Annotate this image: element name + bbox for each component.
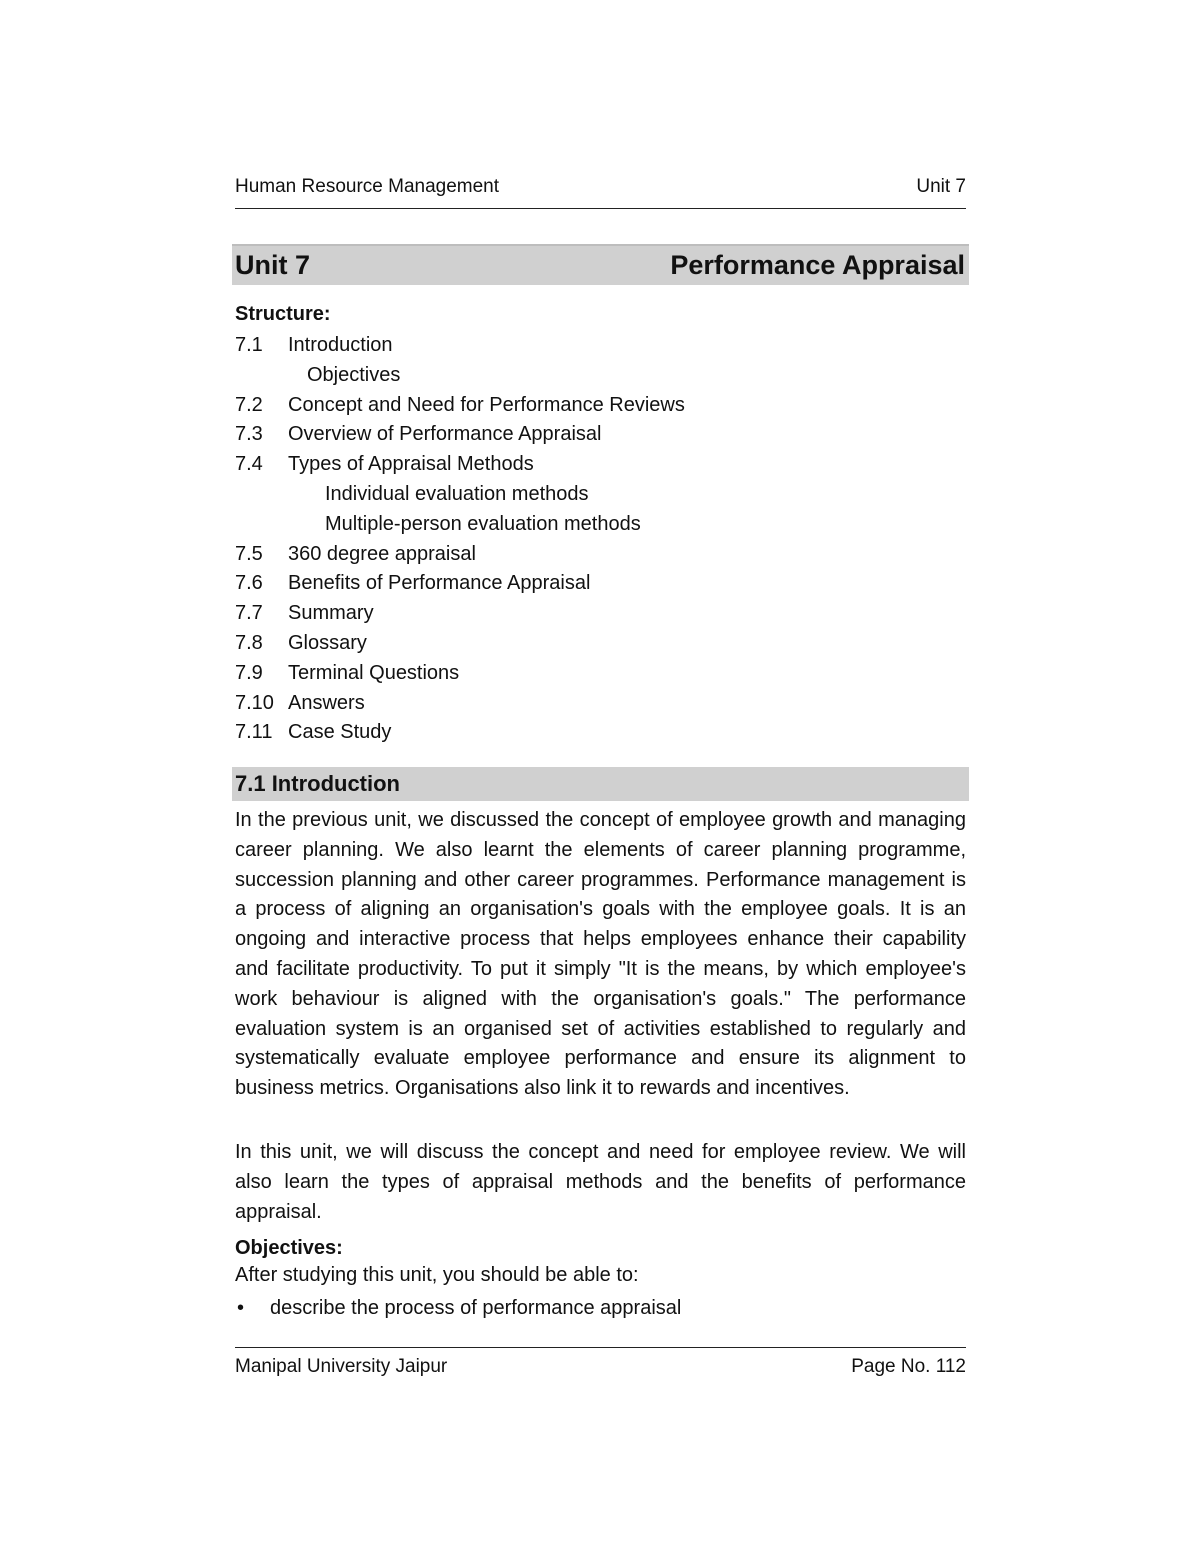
toc-item [235,391,966,421]
toc-item [235,718,966,748]
toc-item-number: 7.1 [235,334,263,356]
toc-item-label: Case Study [288,721,392,744]
objective-text: describe the process of performance appraisal [270,1297,682,1319]
toc-item [235,629,966,659]
bullet-icon: • [237,1297,245,1319]
toc-item [235,599,966,629]
objectives-heading: Objectives: [235,1237,343,1259]
page-header [235,176,966,209]
toc-item-number: 7.2 [235,393,263,416]
toc-item [235,361,966,391]
toc-item [235,450,966,480]
toc-item [235,540,966,570]
toc-item-label: Summary [288,602,374,625]
unit-number: Unit 7 [235,250,311,280]
toc-item-label: 360 degree appraisal [288,542,476,565]
toc-item-label: Introduction [288,334,393,356]
header-unit-label: Unit 7 [916,176,966,197]
unit-title: Performance Appraisal [670,250,965,280]
section-heading-banner [232,767,969,801]
structure-heading: Structure: [235,303,331,325]
objectives-list [235,1294,681,1323]
toc-item-label: Objectives [307,363,401,386]
toc-item-number: 7.9 [235,661,263,684]
unit-overview-paragraph: In this unit, we will discuss the concept and need for employee review. We will also learn the types of appraisal methods and the benefits of performance appraisal. [235,1141,966,1223]
toc-item-number: 7.3 [235,423,263,446]
toc-item [235,480,966,510]
toc-item-label: Glossary [288,631,367,654]
toc-item-number: 7.5 [235,542,263,565]
toc-item [235,420,966,450]
page-footer [235,1347,966,1378]
toc-item [235,689,966,719]
objectives-intro: After studying this unit, you should be able to: [235,1264,639,1286]
objective-item [235,1294,681,1323]
footer-institution: Manipal University Jaipur [235,1356,448,1377]
toc-item-label: Individual evaluation methods [325,482,589,505]
structure-list [235,331,966,748]
toc-item-number: 7.11 [235,721,273,744]
toc-item-label: Types of Appraisal Methods [288,453,534,476]
toc-item-label: Answers [288,691,365,714]
section-heading: 7.1 Introduction [235,771,400,796]
footer-page-number: Page No. 112 [851,1356,966,1377]
toc-item-number: 7.7 [235,602,263,625]
toc-item [235,659,966,689]
toc-item-number: 7.4 [235,453,263,476]
toc-item-number: 7.6 [235,572,263,595]
unit-title-banner [232,244,969,285]
toc-item-number: 7.10 [235,691,274,714]
intro-paragraph: In the previous unit, we discussed the concept of employee growth and managing career planning. We also learnt the elements of career planning programme, succession planning and other career programmes. Performance management is a process of aligning an organisation's goals with the employee goals. It is an ongoing and interactive process that helps employees enhance their capability and facilitate productivity. To put it simply "It is the means, by which employee's work behaviour is aligned with the organisation's goals." The performance evaluation system is an organised set of activities established to regularly and systematically evaluate employee performance and ensure its alignment to business metrics. Organisations also link it to rewards and incentives. [235,809,966,1100]
toc-item-number: 7.8 [235,631,263,654]
toc-item [235,331,966,361]
toc-item-label: Benefits of Performance Appraisal [288,572,591,595]
toc-item [235,569,966,599]
toc-item-label: Multiple-person evaluation methods [325,512,641,535]
toc-item-label: Concept and Need for Performance Reviews [288,393,685,416]
toc-item-label: Overview of Performance Appraisal [288,423,602,446]
toc-item [235,510,966,540]
header-course-title: Human Resource Management [235,176,500,197]
toc-item-label: Terminal Questions [288,661,460,684]
